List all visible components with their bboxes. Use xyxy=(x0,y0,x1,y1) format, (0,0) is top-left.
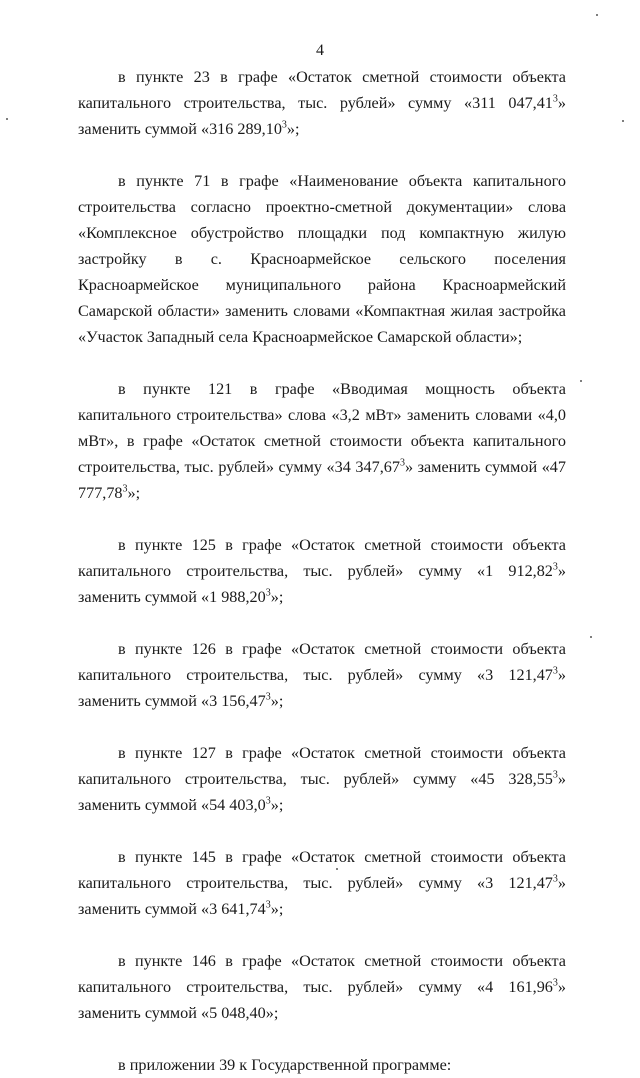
superscript-note: 3 xyxy=(552,93,558,105)
paragraph-text: »; xyxy=(270,692,284,710)
paragraph-text: в пункте 145 в графе «Остаток сметной стоимости объекта капитального строительства, тыс. рублей» сумму «3 121,47 xyxy=(78,848,566,892)
superscript-note: 3 xyxy=(552,665,558,677)
superscript-note: 3 xyxy=(265,691,271,703)
paragraph-text: » заменить суммой «316 289,10 xyxy=(78,94,566,138)
paragraph xyxy=(78,948,566,1026)
scan-speck xyxy=(336,868,338,870)
superscript-note: 3 xyxy=(552,769,558,781)
paragraph xyxy=(78,636,566,714)
page-number: 4 xyxy=(316,42,324,59)
superscript-note: 3 xyxy=(281,119,287,131)
paragraph-text: »; xyxy=(127,484,141,502)
document-body xyxy=(78,64,566,1078)
paragraph xyxy=(78,168,566,350)
superscript-note: 3 xyxy=(552,873,558,885)
scan-speck xyxy=(622,120,624,122)
scan-speck xyxy=(590,636,592,638)
paragraph-text: » заменить суммой «5 048,40»; xyxy=(78,978,566,1022)
paragraph-text: »; xyxy=(270,900,284,918)
paragraph-text: в пункте 121 в графе «Вводимая мощность объекта капитального строительства» слова «3,2 мВт» заменить словами «4,0 мВт», в графе «Остаток сметной стоимости объекта капитального строительства, тыс. рублей» сумму «34 347,67 xyxy=(78,380,566,476)
paragraph-text: »; xyxy=(270,588,284,606)
paragraph-text: в пункте 127 в графе «Остаток сметной стоимости объекта капитального строительства, тыс. рублей» сумму «45 328,55 xyxy=(78,744,566,788)
paragraph-text: » заменить суммой «47 777,78 xyxy=(78,458,566,502)
superscript-note: 3 xyxy=(265,587,271,599)
paragraph-text: »; xyxy=(270,796,284,814)
scan-speck xyxy=(596,14,598,16)
superscript-note: 3 xyxy=(265,795,271,807)
paragraph xyxy=(78,532,566,610)
paragraph-text: в приложении 39 к Государственной программе: xyxy=(118,1056,452,1074)
paragraph xyxy=(78,740,566,818)
paragraph-text: в пункте 146 в графе «Остаток сметной стоимости объекта капитального строительства, тыс. рублей» сумму «4 161,96 xyxy=(78,952,566,996)
paragraph-text: »; xyxy=(286,120,300,138)
paragraph-text: » заменить суммой «54 403,0 xyxy=(78,770,566,814)
paragraph xyxy=(78,376,566,506)
paragraph-text: в пункте 23 в графе «Остаток сметной стоимости объекта капитального строительства, тыс. рублей» сумму «311 047,41 xyxy=(78,68,566,112)
scan-speck xyxy=(6,118,8,120)
paragraph xyxy=(78,844,566,922)
paragraph-text: » заменить суммой «3 641,74 xyxy=(78,874,566,918)
paragraph-text: в пункте 71 в графе «Наименование объекта капитального строительства согласно проектно-сметной документации» слова «Комплексное обустройство площадки под компактную жилую застройку в с. Красноармейское сельского поселения Красноармейское муниципального района Красноармейский Самарской области» заменить словами «Компактная жилая застройка «Участок Западный села Красноармейское Самарской области»; xyxy=(78,172,566,346)
superscript-note: 3 xyxy=(399,457,405,469)
paragraph-text: » заменить суммой «1 988,20 xyxy=(78,562,566,606)
superscript-note: 3 xyxy=(552,561,558,573)
scan-speck xyxy=(580,380,582,382)
paragraph-text: в пункте 126 в графе «Остаток сметной стоимости объекта капитального строительства, тыс. рублей» сумму «3 121,47 xyxy=(78,640,566,684)
paragraph-text: » заменить суммой «3 156,47 xyxy=(78,666,566,710)
superscript-note: 3 xyxy=(122,483,128,495)
superscript-note: 3 xyxy=(265,899,271,911)
paragraph-text: в пункте 125 в графе «Остаток сметной стоимости объекта капитального строительства, тыс. рублей» сумму «1 912,82 xyxy=(78,536,566,580)
superscript-note: 3 xyxy=(552,977,558,989)
paragraph xyxy=(78,1052,566,1078)
paragraph xyxy=(78,64,566,142)
